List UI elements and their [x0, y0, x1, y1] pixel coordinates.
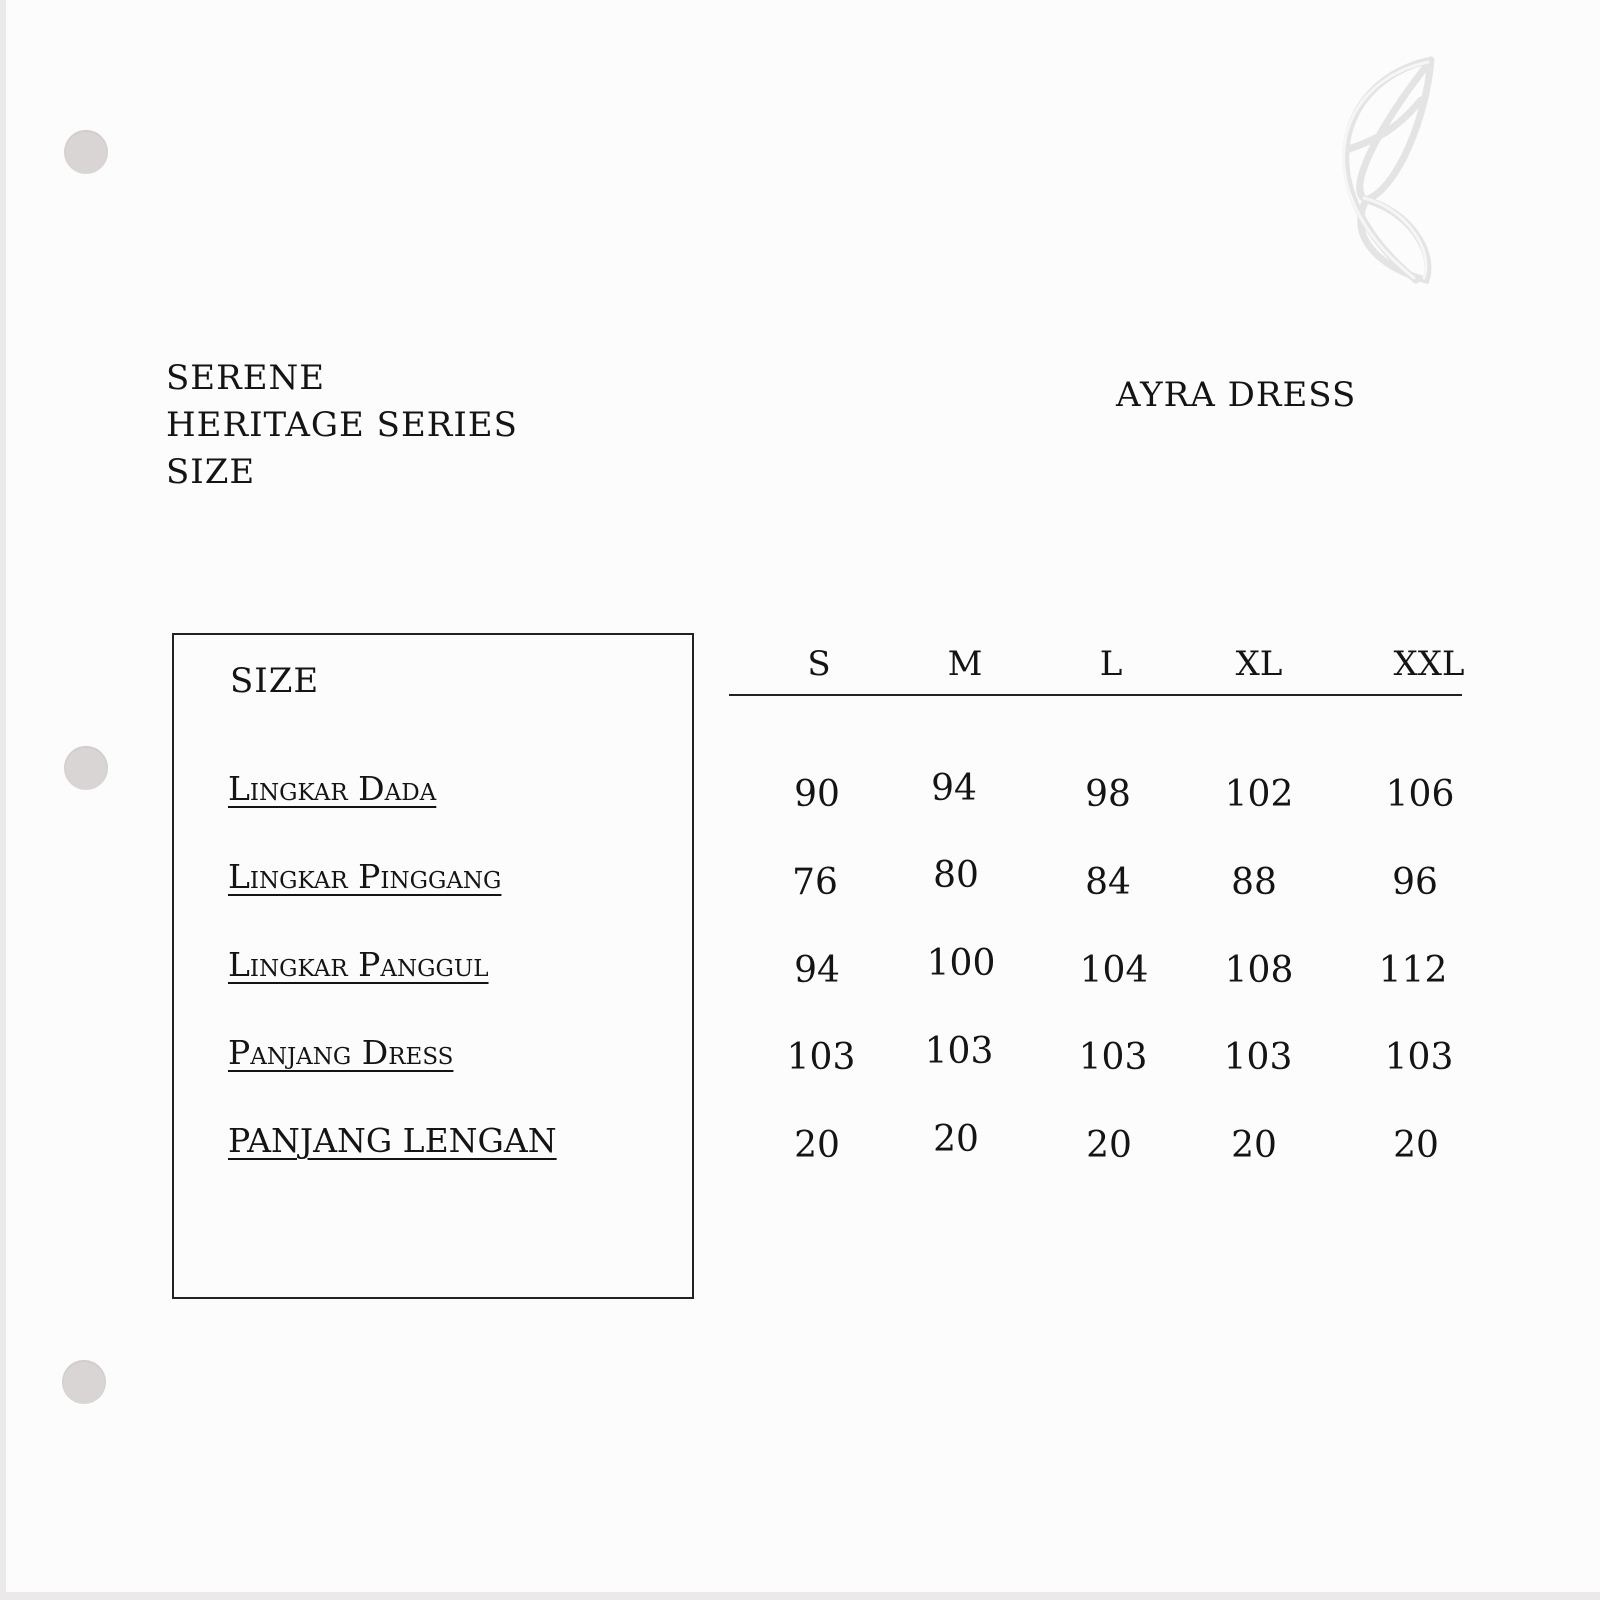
- series-line: SIZE: [166, 452, 256, 492]
- leaf-emboss-logo-icon: [1306, 40, 1446, 290]
- table-cell: 112: [1378, 950, 1448, 991]
- row-label-panjang-lengan: PANJANG LENGAN: [228, 1121, 557, 1160]
- table-cell: 80: [933, 855, 979, 896]
- table-cell: 20: [1393, 1125, 1439, 1166]
- measurement-label-box: [172, 633, 694, 1299]
- size-header-xl: XL: [1235, 644, 1283, 684]
- table-cell: 94: [794, 950, 840, 991]
- table-cell: 76: [792, 862, 838, 903]
- table-cell: 103: [1078, 1037, 1148, 1078]
- table-cell: 90: [794, 774, 840, 815]
- table-cell: 108: [1224, 950, 1294, 991]
- binder-hole: [64, 130, 108, 174]
- box-header: SIZE: [230, 661, 320, 701]
- table-cell: 102: [1224, 774, 1294, 815]
- table-cell: 103: [924, 1031, 994, 1072]
- table-cell: 103: [1384, 1037, 1454, 1078]
- table-cell: 104: [1079, 950, 1149, 991]
- table-cell: 84: [1085, 862, 1131, 903]
- table-cell: 98: [1085, 774, 1131, 815]
- table-cell: 88: [1231, 862, 1277, 903]
- table-cell: 96: [1392, 862, 1438, 903]
- table-cell: 20: [1086, 1125, 1132, 1166]
- size-header-row: [729, 640, 1465, 696]
- series-line: SERENE: [166, 358, 326, 398]
- series-line: HERITAGE SERIES: [166, 405, 518, 445]
- table-cell: 100: [926, 943, 996, 984]
- row-label-lingkar-dada: Lingkar Dada: [228, 769, 437, 808]
- row-label-lingkar-panggul: Lingkar Panggul: [228, 945, 489, 984]
- binder-hole: [62, 1360, 106, 1404]
- table-cell: 20: [1231, 1125, 1277, 1166]
- product-name: AYRA DRESS: [1116, 375, 1357, 415]
- row-label-lingkar-pinggang: Lingkar Pinggang: [228, 857, 502, 896]
- table-cell: 94: [931, 768, 977, 809]
- series-title: [166, 355, 518, 496]
- size-header-xxl: XXL: [1393, 644, 1465, 684]
- size-header-m: M: [947, 644, 983, 684]
- row-label-panjang-dress: Panjang Dress: [228, 1033, 454, 1072]
- table-cell: 106: [1385, 774, 1455, 815]
- table-cell: 103: [786, 1037, 856, 1078]
- size-header-s: S: [807, 644, 831, 684]
- table-cell: 20: [794, 1125, 840, 1166]
- binder-hole: [64, 746, 108, 790]
- size-header-l: L: [1099, 644, 1123, 684]
- table-cell: 103: [1223, 1037, 1293, 1078]
- table-cell: 20: [933, 1119, 979, 1160]
- size-chart-page: [6, 0, 1600, 1592]
